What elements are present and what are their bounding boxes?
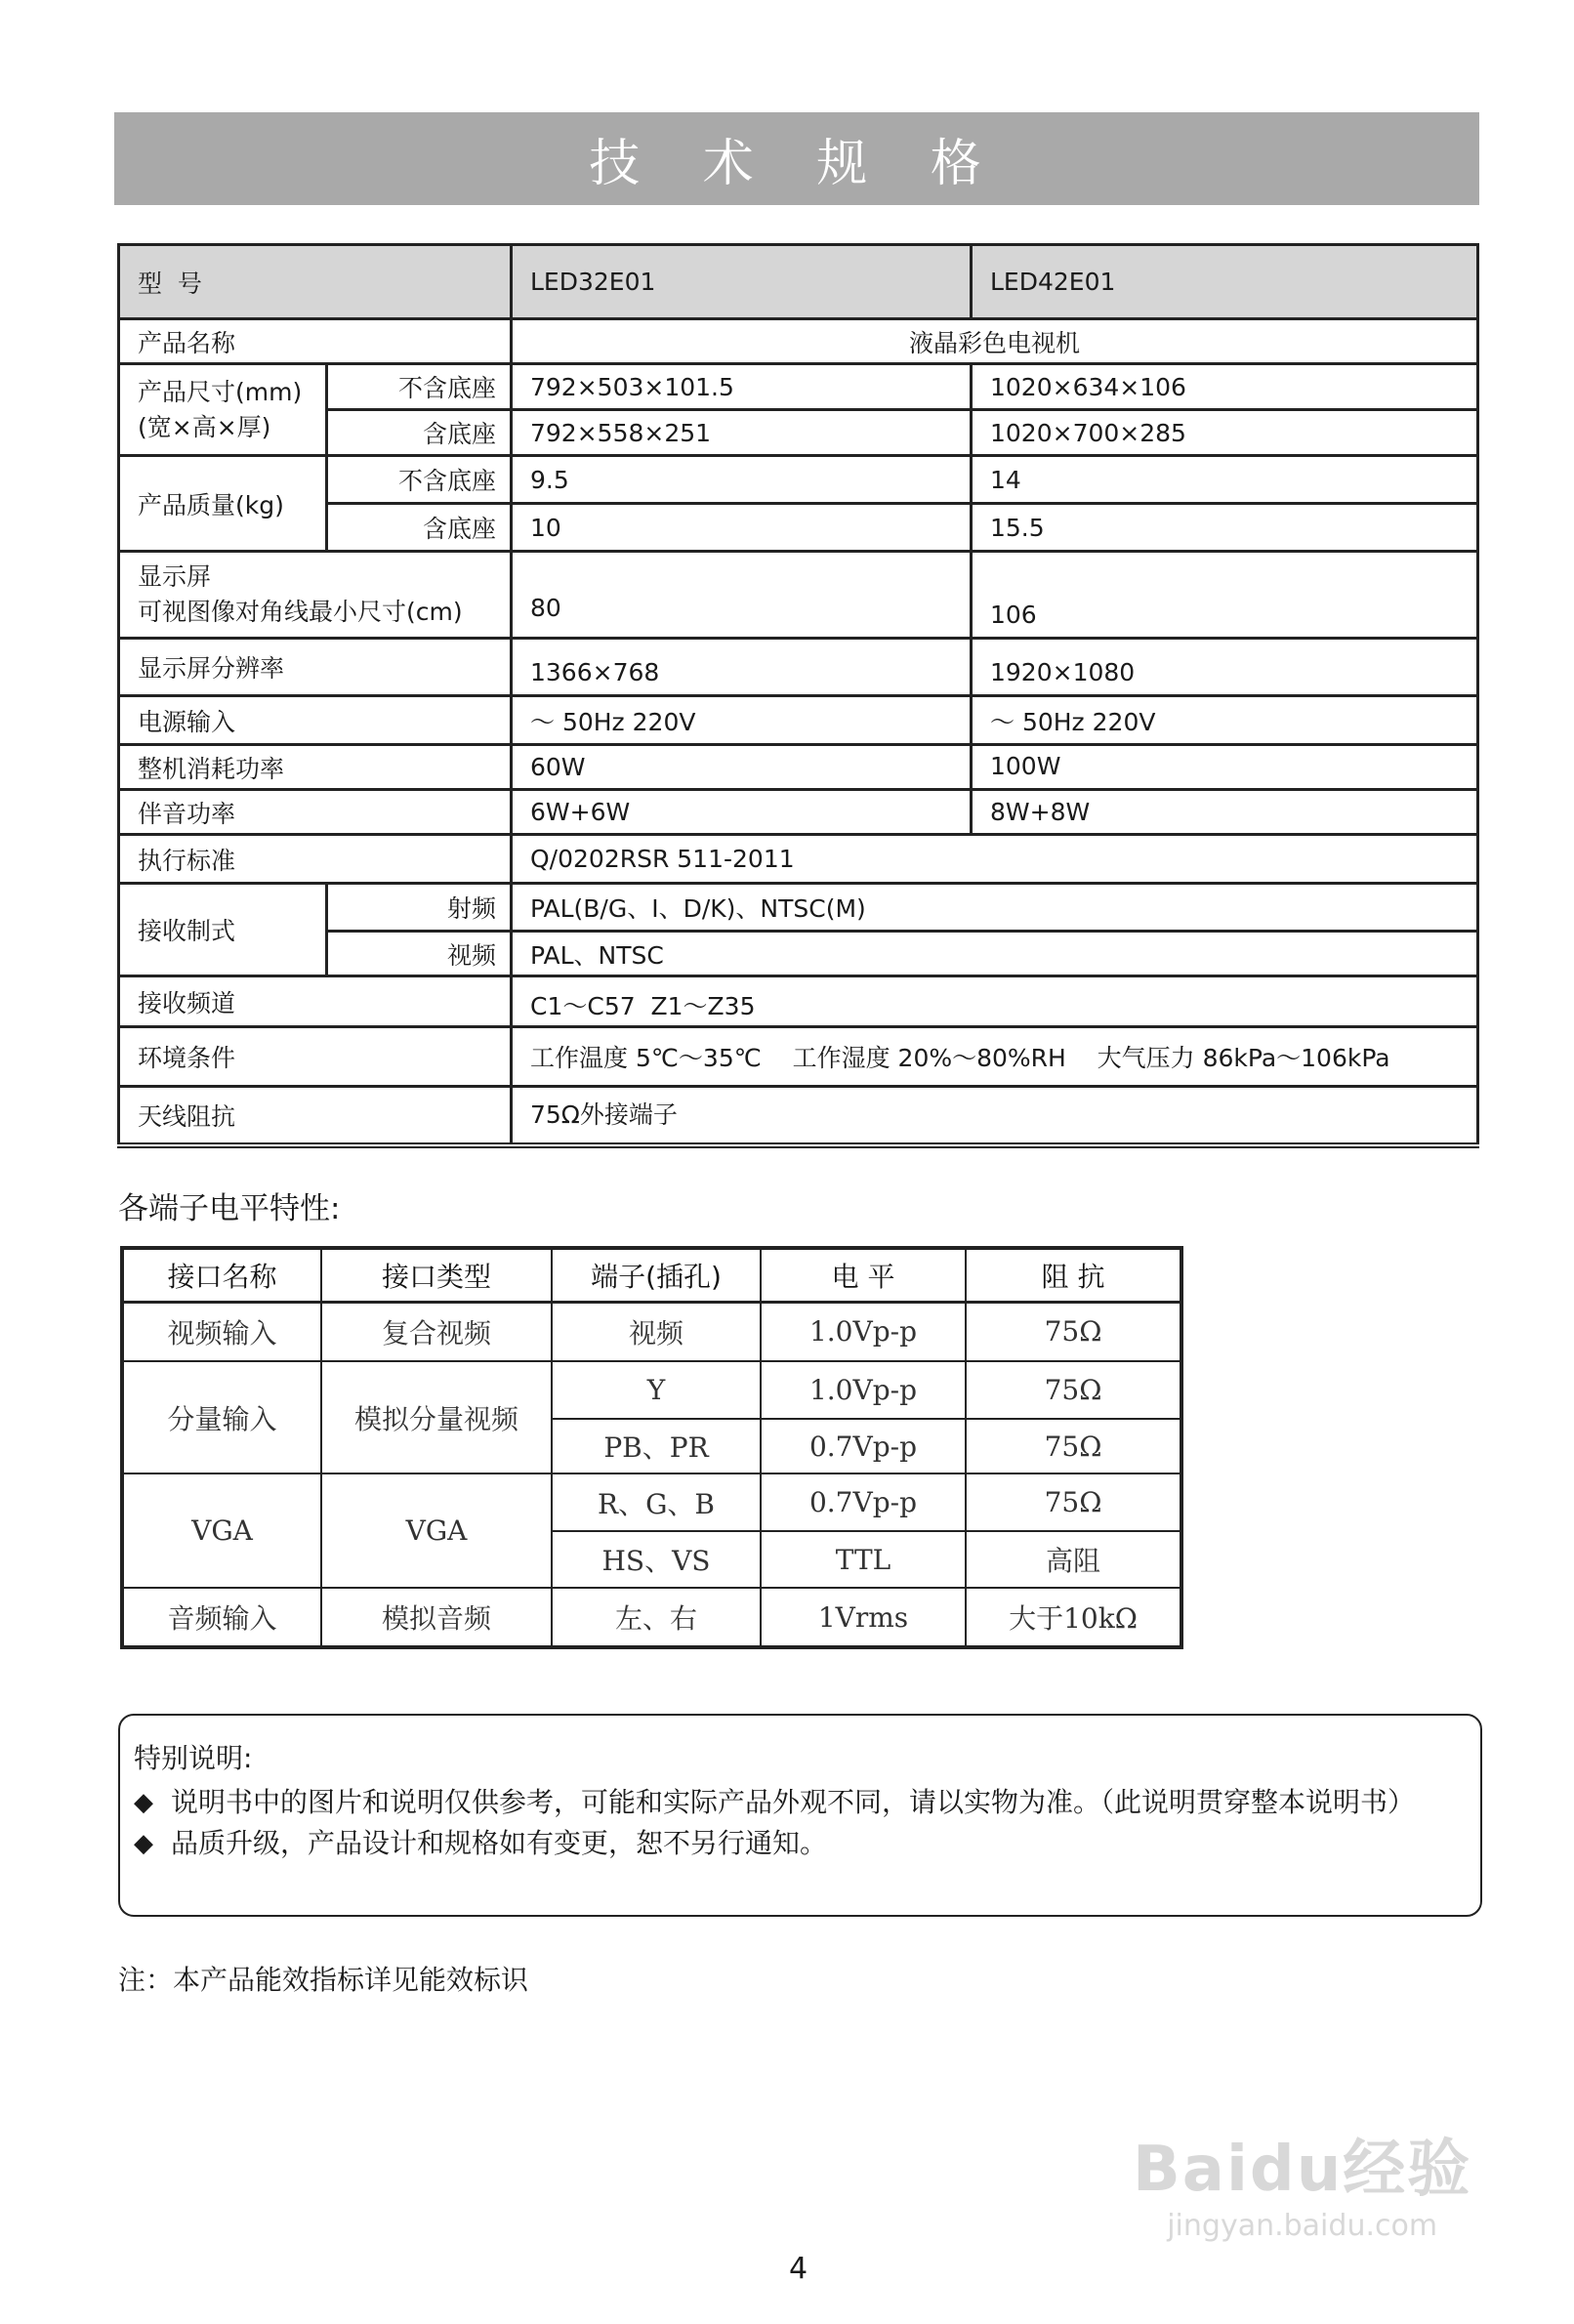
table-row [119, 364, 1478, 410]
table-row [119, 696, 1478, 745]
cell: 75Ω [966, 1302, 1181, 1361]
cell: 1.0Vp-p [761, 1361, 966, 1419]
cell: 10 [512, 504, 972, 552]
cell: 音频输入 [122, 1588, 321, 1647]
cell: 0.7Vp-p [761, 1473, 966, 1531]
sub-label: 不含底座 [327, 364, 512, 410]
table-row [119, 976, 1478, 1027]
cell: 9.5 [512, 456, 972, 504]
column-header: 接口类型 [321, 1248, 552, 1302]
table-row [119, 245, 1478, 319]
baidu-watermark [1133, 2119, 1471, 2243]
cell: 60W [512, 745, 972, 790]
cell: 分量输入 [122, 1361, 321, 1473]
cell: 106 [972, 552, 1478, 639]
cell: 100W [972, 745, 1478, 790]
cell: VGA [122, 1473, 321, 1588]
cell: 视频 [552, 1302, 761, 1361]
cell: 工作温度 5℃～35℃ 工作湿度 20%～80%RH 大气压力 86kPa～106kPa [512, 1027, 1478, 1087]
weight-label: 产品质量(kg) [119, 456, 327, 552]
sub-label: 不含底座 [327, 456, 512, 504]
cell: 模拟音频 [321, 1588, 552, 1647]
cell: 75Ω [966, 1419, 1181, 1473]
cell: ～ 50Hz 220V [972, 696, 1478, 745]
ports-heading: 各端子电平特性: [118, 1191, 341, 1226]
watermark-logo: Baidu经验 [1133, 2134, 1472, 2206]
cell: 高阻 [966, 1531, 1181, 1588]
table-row [119, 319, 1478, 364]
cell: 模拟分量视频 [321, 1361, 552, 1473]
column-header: 电 平 [761, 1248, 966, 1302]
cell: 80 [512, 552, 972, 639]
cell: 复合视频 [321, 1302, 552, 1361]
sub-label: 视频 [327, 932, 512, 976]
footnote: 注：本产品能效指标详见能效标识 [118, 1964, 529, 1996]
model-1: LED32E01 [512, 245, 972, 319]
table-row [119, 790, 1478, 835]
cell: 左、右 [552, 1588, 761, 1647]
column-header: 端子(插孔) [552, 1248, 761, 1302]
note-title: 特别说明: [134, 1742, 253, 1774]
sub-label: 含底座 [327, 410, 512, 456]
table-row [119, 745, 1478, 790]
table-row [122, 1302, 1181, 1361]
cell: 视频输入 [122, 1302, 321, 1361]
table-row [119, 639, 1478, 696]
column-header: 阻 抗 [966, 1248, 1181, 1302]
cell: 1920×1080 [972, 639, 1478, 696]
table-row [119, 1087, 1478, 1145]
cell: 0.7Vp-p [761, 1419, 966, 1473]
cell: 8W+8W [972, 790, 1478, 835]
row-label: 环境条件 [119, 1027, 512, 1087]
note-item [134, 1782, 1467, 1823]
cell: 1020×634×106 [972, 364, 1478, 410]
diamond-bullet-icon: ◆ [134, 1788, 153, 1817]
cell: HS、VS [552, 1531, 761, 1588]
table-row [119, 1027, 1478, 1087]
table-row [122, 1588, 1181, 1647]
cell: 792×503×101.5 [512, 364, 972, 410]
table-row [119, 552, 1478, 639]
section-title: 技 术 规 格 [589, 135, 1005, 193]
cell: PAL(B/G、I、D/K)、NTSC(M) [512, 884, 1478, 932]
cell: PAL、NTSC [512, 932, 1478, 976]
table-row [122, 1473, 1181, 1531]
screen-label: 显示屏 可视图像对角线最小尺寸(cm) [119, 552, 512, 639]
note-text: 品质升级，产品设计和规格如有变更，恕不另行通知。 [171, 1827, 828, 1859]
model-label: 型 号 [119, 245, 512, 319]
spec-table [117, 243, 1479, 1148]
ports-table [120, 1246, 1183, 1649]
note-text: 说明书中的图片和说明仅供参考，可能和实际产品外观不同，请以实物为准。（此说明贯穿整本说明书） [171, 1786, 1416, 1818]
cell: 15.5 [972, 504, 1478, 552]
row-value: 液晶彩色电视机 [512, 319, 1478, 364]
cell: C1～C57 Z1～Z35 [512, 976, 1478, 1027]
row-label: 电源输入 [119, 696, 512, 745]
row-label: 整机消耗功率 [119, 745, 512, 790]
table-row [122, 1248, 1181, 1302]
cell: 1020×700×285 [972, 410, 1478, 456]
cell: Y [552, 1361, 761, 1419]
table-row [122, 1361, 1181, 1419]
cell: ～ 50Hz 220V [512, 696, 972, 745]
cell: 14 [972, 456, 1478, 504]
column-header: 接口名称 [122, 1248, 321, 1302]
page-number: 4 [789, 2252, 808, 2286]
note-item [134, 1823, 1467, 1864]
row-label: 执行标准 [119, 835, 512, 884]
sub-label: 含底座 [327, 504, 512, 552]
cell: 75Ω [966, 1361, 1181, 1419]
cell: VGA [321, 1473, 552, 1588]
cell: 6W+6W [512, 790, 972, 835]
size-label: 产品尺寸(mm) (宽×高×厚) [119, 364, 327, 456]
row-label: 产品名称 [119, 319, 512, 364]
cell: 75Ω [966, 1473, 1181, 1531]
row-label: 接收频道 [119, 976, 512, 1027]
table-row [119, 456, 1478, 504]
cell: 1366×768 [512, 639, 972, 696]
table-row [119, 835, 1478, 884]
table-row [119, 884, 1478, 932]
diamond-bullet-icon: ◆ [134, 1829, 153, 1858]
cell: TTL [761, 1531, 966, 1588]
sub-label: 射频 [327, 884, 512, 932]
section-title-bar [114, 112, 1479, 205]
cell: 大于10kΩ [966, 1588, 1181, 1647]
watermark-url: jingyan.baidu.com [1167, 2209, 1438, 2243]
cell: 792×558×251 [512, 410, 972, 456]
cell: PB、PR [552, 1419, 761, 1473]
row-label: 天线阻抗 [119, 1087, 512, 1145]
system-label: 接收制式 [119, 884, 327, 976]
row-label: 显示屏分辨率 [119, 639, 512, 696]
special-note-box [118, 1714, 1482, 1917]
cell: 1.0Vp-p [761, 1302, 966, 1361]
row-label: 伴音功率 [119, 790, 512, 835]
cell: 1Vrms [761, 1588, 966, 1647]
cell: 75Ω外接端子 [512, 1087, 1478, 1145]
cell: R、G、B [552, 1473, 761, 1531]
model-2: LED42E01 [972, 245, 1478, 319]
cell: Q/0202RSR 511-2011 [512, 835, 1478, 884]
